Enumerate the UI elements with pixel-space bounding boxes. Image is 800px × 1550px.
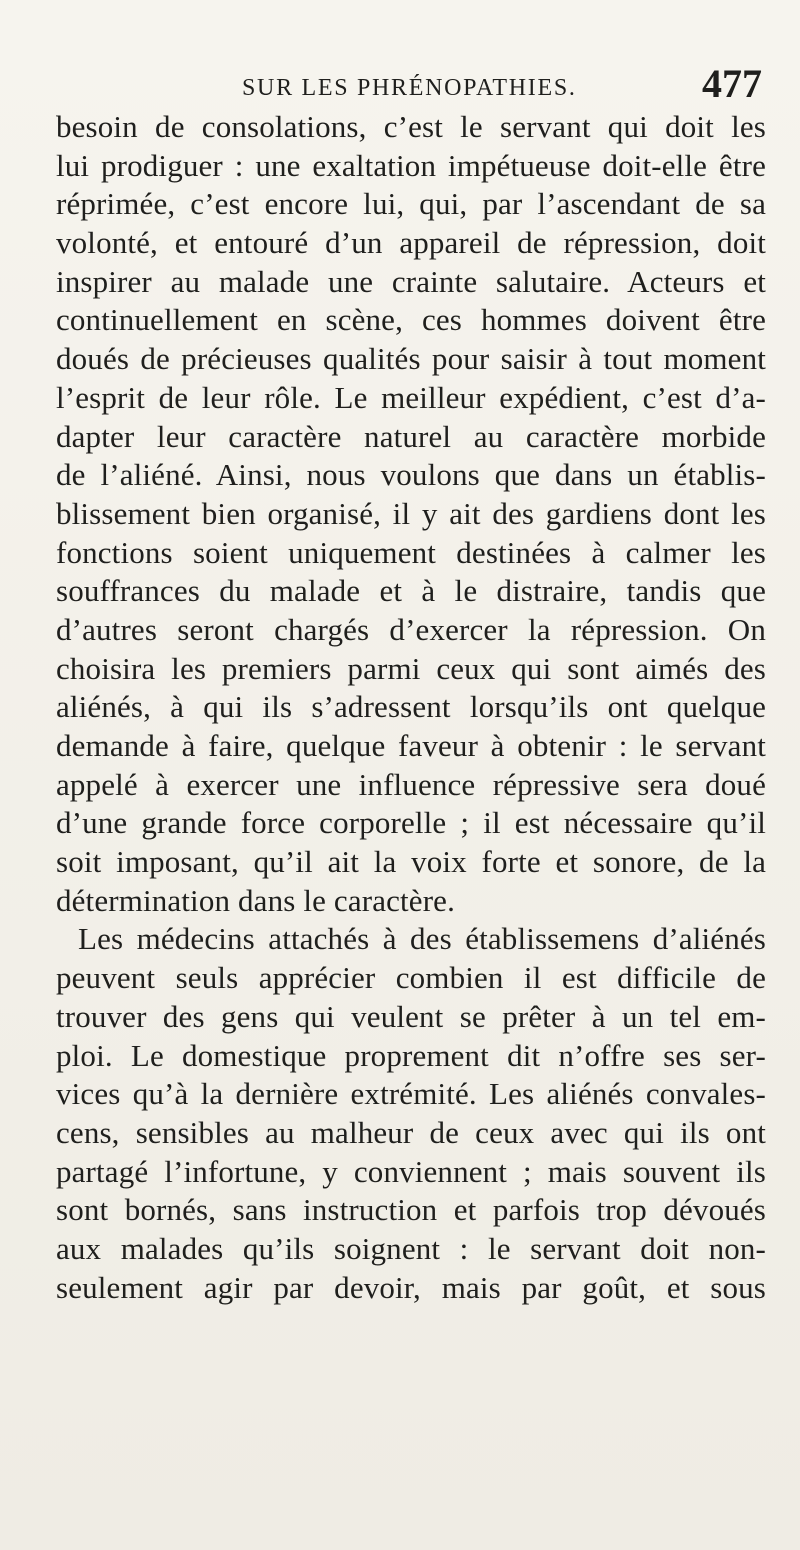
text-line: souffrances du malade et à le distraire, tandis que xyxy=(56,573,766,609)
text-line: ploi. Le domestique proprement dit n’offre ses ser- xyxy=(56,1037,766,1073)
text-line: lui prodiguer : une exaltation impétueuse doit-elle être xyxy=(56,147,766,183)
text-line: Les médecins attachés à des établissemens d’aliénés xyxy=(78,921,766,957)
text-line: aux malades qu’ils soignent : le servant doit non- xyxy=(56,1230,766,1266)
text-line: partagé l’infortune, y conviennent ; mais souvent ils xyxy=(56,1153,766,1189)
text-line: détermination dans le caractère. xyxy=(56,882,455,918)
text-line: l’esprit de leur rôle. Le meilleur expédient, c’est d’a- xyxy=(56,379,766,415)
text-line: aliénés, à qui ils s’adressent lorsqu’ils ont quelque xyxy=(56,689,766,725)
text-line: cens, sensibles au malheur de ceux avec qui ils ont xyxy=(56,1114,766,1150)
text-line: fonctions soient uniquement destinées à calmer les xyxy=(56,534,766,570)
text-line: trouver des gens qui veulent se prêter à un tel em- xyxy=(56,998,766,1034)
page-number: 477 xyxy=(702,61,762,106)
text-line: dapter leur caractère naturel au caractère morbide xyxy=(56,418,766,454)
text-line: continuellement en scène, ces hommes doivent être xyxy=(56,302,766,338)
text-line: de l’aliéné. Ainsi, nous voulons que dans un établis- xyxy=(56,457,766,493)
text-line: choisira les premiers parmi ceux qui sont aimés des xyxy=(56,650,766,686)
text-line: seulement agir par devoir, mais par goût, et sous xyxy=(56,1269,766,1305)
text-line: inspirer au malade une crainte salutaire. Acteurs et xyxy=(56,263,766,299)
text-line: doués de précieuses qualités pour saisir à tout moment xyxy=(56,341,766,377)
text-line: appelé à exercer une influence répressive sera doué xyxy=(56,766,766,802)
page-header xyxy=(242,58,762,106)
text-line: sont bornés, sans instruction et parfois trop dévoués xyxy=(56,1192,766,1228)
text-line: vices qu’à la dernière extrémité. Les aliénés convales- xyxy=(56,1076,766,1112)
text-line: d’autres seront chargés d’exercer la répression. On xyxy=(56,611,766,647)
text-line: besoin de consolations, c’est le servant qui doit les xyxy=(56,109,766,144)
body-text xyxy=(56,108,766,1307)
text-line: peuvent seuls apprécier combien il est difficile de xyxy=(56,960,766,996)
text-line: réprimée, c’est encore lui, qui, par l’ascendant de sa xyxy=(56,186,766,222)
text-line: soit imposant, qu’il ait la voix forte et sonore, de la xyxy=(56,844,766,880)
text-line: demande à faire, quelque faveur à obtenir : le servant xyxy=(56,728,766,763)
text-line: blissement bien organisé, il y ait des gardiens dont les xyxy=(56,495,766,531)
text-line: volonté, et entouré d’un appareil de répression, doit xyxy=(56,225,766,261)
running-head: SUR LES PHRÉNOPATHIES. xyxy=(242,75,577,101)
text-line: d’une grande force corporelle ; il est nécessaire qu’il xyxy=(56,805,766,841)
